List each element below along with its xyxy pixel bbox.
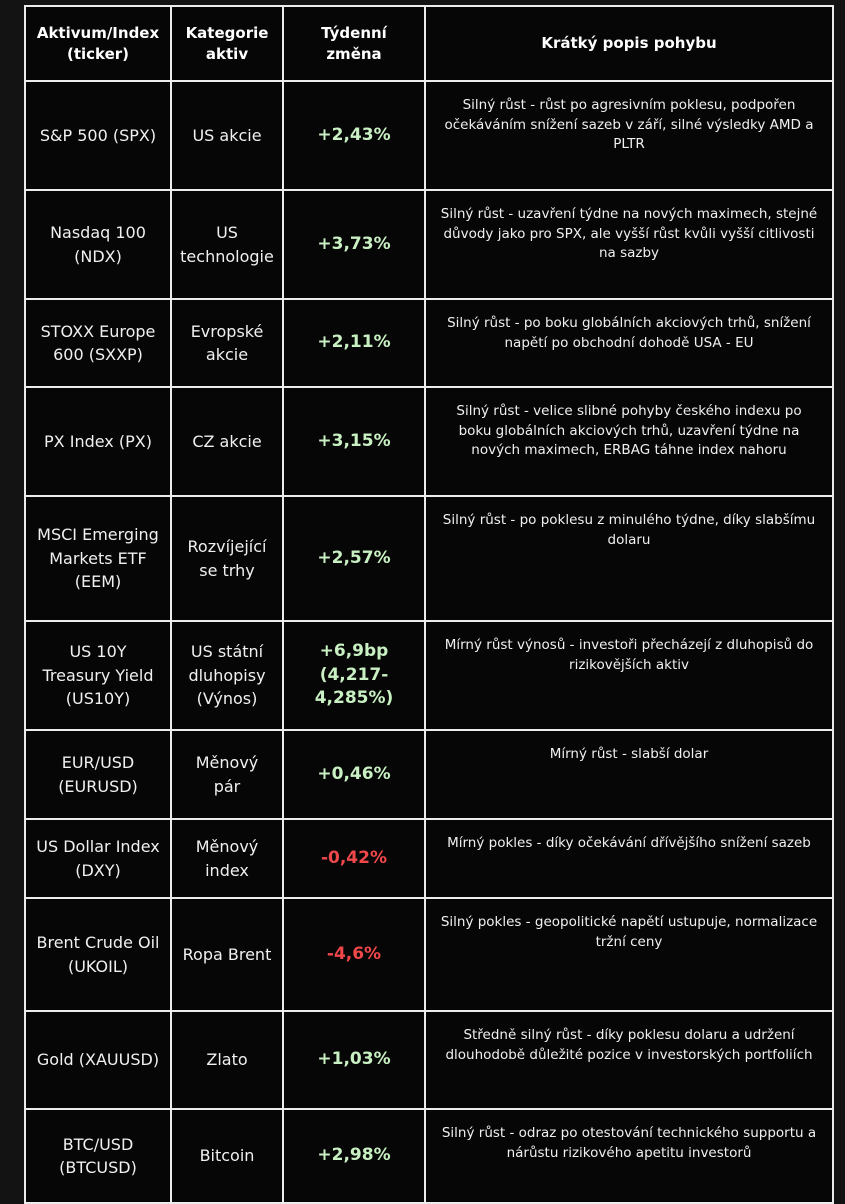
description-cell: Silný růst - uzavření týdne na nových maximech, stejné důvody jako pro SPX, ale vyšší růst kvůli vyšší citlivosti na sazby <box>425 190 833 299</box>
table-row <box>25 1011 833 1109</box>
description-cell: Silný růst - velice slibné pohyby českého indexu po boku globálních akciových trhů, uzavření týdne na nových maximech, ERBAG táhne index nahoru <box>425 387 833 496</box>
category-cell: Evropské akcie <box>171 299 283 387</box>
asset-cell: MSCI Emerging Markets ETF (EEM) <box>25 496 171 621</box>
table-row <box>25 730 833 819</box>
description-cell: Silný růst - růst po agresivním poklesu, podpořen očekáváním snížení sazeb v září, silné výsledky AMD a PLTR <box>425 81 833 190</box>
description-cell: Silný růst - po poklesu z minulého týdne, díky slabšímu dolaru <box>425 496 833 621</box>
category-cell: Bitcoin <box>171 1109 283 1203</box>
change-cell: +2,43% <box>283 81 425 190</box>
category-cell: Zlato <box>171 1011 283 1109</box>
category-cell: US technologie <box>171 190 283 299</box>
change-cell: +1,03% <box>283 1011 425 1109</box>
category-cell: Měnový index <box>171 819 283 898</box>
asset-cell: US Dollar Index (DXY) <box>25 819 171 898</box>
header-change: Týdenní změna <box>283 6 425 81</box>
asset-cell: PX Index (PX) <box>25 387 171 496</box>
table-row <box>25 190 833 299</box>
category-cell: Ropa Brent <box>171 898 283 1011</box>
asset-cell: US 10Y Treasury Yield (US10Y) <box>25 621 171 730</box>
asset-cell: Gold (XAUUSD) <box>25 1011 171 1109</box>
table-row <box>25 299 833 387</box>
description-cell: Silný růst - po boku globálních akciových trhů, snížení napětí po obchodní dohodě USA - EU <box>425 299 833 387</box>
header-asset: Aktivum/Index (ticker) <box>25 6 171 81</box>
market-table-container <box>24 5 832 1204</box>
category-cell: Rozvíjející se trhy <box>171 496 283 621</box>
description-cell: Silný růst - odraz po otestování technického supportu a nárůstu rizikového apetitu investorů <box>425 1109 833 1203</box>
description-cell: Mírný pokles - díky očekávání dřívějšího snížení sazeb <box>425 819 833 898</box>
table-row <box>25 387 833 496</box>
change-cell: +6,9bp (4,217-4,285%) <box>283 621 425 730</box>
asset-cell: Brent Crude Oil (UKOIL) <box>25 898 171 1011</box>
change-cell: -4,6% <box>283 898 425 1011</box>
asset-cell: Nasdaq 100 (NDX) <box>25 190 171 299</box>
description-cell: Silný pokles - geopolitické napětí ustupuje, normalizace tržní ceny <box>425 898 833 1011</box>
header-category: Kategorie aktiv <box>171 6 283 81</box>
table-row <box>25 496 833 621</box>
change-cell: -0,42% <box>283 819 425 898</box>
header-row <box>25 6 833 81</box>
asset-cell: S&P 500 (SPX) <box>25 81 171 190</box>
category-cell: Měnový pár <box>171 730 283 819</box>
asset-cell: EUR/USD (EURUSD) <box>25 730 171 819</box>
table-row <box>25 1109 833 1203</box>
category-cell: CZ akcie <box>171 387 283 496</box>
change-cell: +2,57% <box>283 496 425 621</box>
category-cell: US akcie <box>171 81 283 190</box>
description-cell: Středně silný růst - díky poklesu dolaru a udržení dlouhodobě důležité pozice v investorských portfoliích <box>425 1011 833 1109</box>
asset-cell: BTC/USD (BTCUSD) <box>25 1109 171 1203</box>
change-cell: +3,15% <box>283 387 425 496</box>
table-row <box>25 81 833 190</box>
description-cell: Mírný růst výnosů - investoři přecházejí z dluhopisů do rizikovějších aktiv <box>425 621 833 730</box>
asset-cell: STOXX Europe 600 (SXXP) <box>25 299 171 387</box>
weekly-market-table <box>24 5 834 1204</box>
table-row <box>25 621 833 730</box>
change-cell: +3,73% <box>283 190 425 299</box>
change-cell: +0,46% <box>283 730 425 819</box>
category-cell: US státní dluhopisy (Výnos) <box>171 621 283 730</box>
table-row <box>25 898 833 1011</box>
table-row <box>25 819 833 898</box>
header-description: Krátký popis pohybu <box>425 6 833 81</box>
change-cell: +2,11% <box>283 299 425 387</box>
change-cell: +2,98% <box>283 1109 425 1203</box>
description-cell: Mírný růst - slabší dolar <box>425 730 833 819</box>
